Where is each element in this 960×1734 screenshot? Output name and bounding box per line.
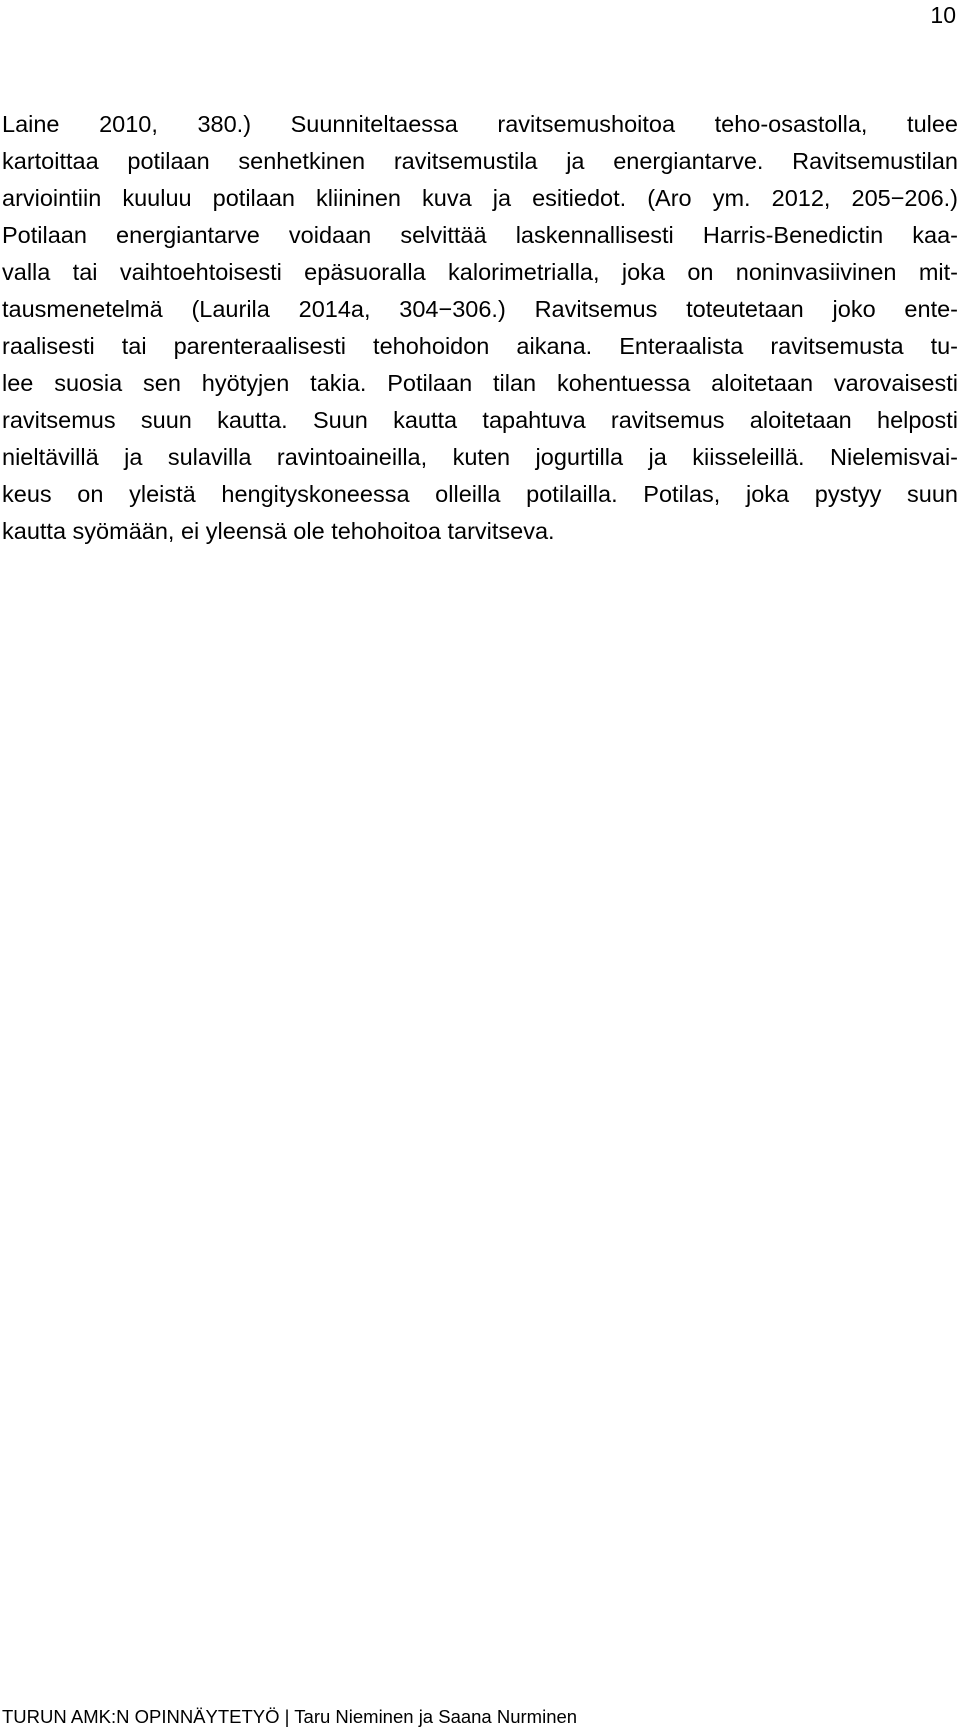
paragraph-line: ravitsemus suun kautta. Suun kautta tapahtuva ravitsemus aloitetaan helposti: [2, 407, 958, 433]
paragraph-line: lee suosia sen hyötyjen takia. Potilaan tilan kohentuessa aloitetaan varovaisesti: [2, 370, 958, 396]
paragraph-line: arviointiin kuuluu potilaan kliininen kuva ja esitiedot. (Aro ym. 2012, 205−206.): [2, 185, 958, 211]
body-paragraph: [2, 106, 958, 550]
page-footer: TURUN AMK:N OPINNÄYTETYÖ | Taru Nieminen ja Saana Nurminen: [2, 1706, 578, 1727]
paragraph-line: nieltävillä ja sulavilla ravintoaineilla, kuten jogurtilla ja kiisseleillä. Nielemisvai-: [2, 444, 958, 470]
paragraph-line: raalisesti tai parenteraalisesti tehohoidon aikana. Enteraalista ravitsemusta tu-: [2, 333, 958, 359]
paragraph-line: kautta syömään, ei yleensä ole tehohoitoa tarvitseva.: [2, 518, 555, 544]
paragraph-line: kartoittaa potilaan senhetkinen ravitsemustila ja energiantarve. Ravitsemustilan: [2, 148, 958, 174]
paragraph-line: Laine 2010, 380.) Suunniteltaessa ravitsemushoitoa teho-osastolla, tulee: [2, 111, 958, 137]
paragraph-line: valla tai vaihtoehtoisesti epäsuoralla kalorimetrialla, joka on noninvasiivinen mit-: [2, 259, 958, 285]
page-number: 10: [930, 2, 956, 28]
paragraph-line: Potilaan energiantarve voidaan selvittää laskennallisesti Harris-Benedictin kaa-: [2, 222, 958, 248]
paragraph-line: tausmenetelmä (Laurila 2014a, 304−306.) Ravitsemus toteutetaan joko ente-: [2, 296, 958, 322]
paragraph-line: keus on yleistä hengityskoneessa olleilla potilailla. Potilas, joka pystyy suun: [2, 481, 958, 507]
